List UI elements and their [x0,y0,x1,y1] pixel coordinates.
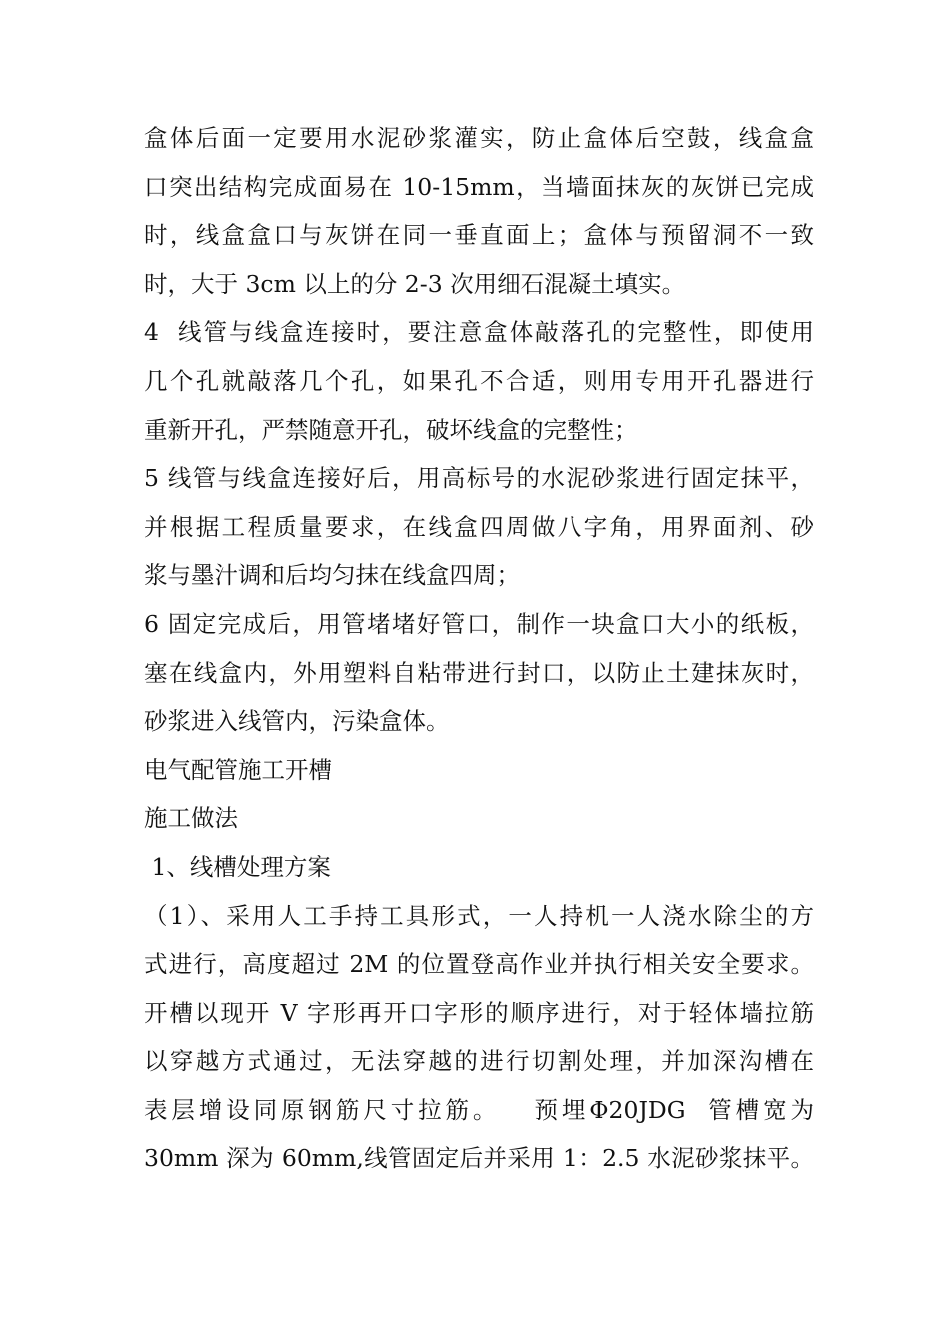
text-line: （1）、采用人工手持工具形式，一人持机一人浇水除尘的方 [144,901,814,930]
text-line: 表层增设同原钢筋尺寸拉筋。 预埋Φ20JDG 管槽宽为 [144,1095,814,1124]
list-item-5: 5 线管与线盒连接好后，用高标号的水泥砂浆进行固定抹平， [144,464,814,493]
text-line: 几个孔就敲落几个孔，如果孔不合适，则用专用开孔器进行 [144,366,814,395]
text-line: 以穿越方式通过，无法穿越的进行切割处理，并加深沟槽在 [144,1047,814,1076]
numbered-heading: 1、线槽处理方案 [144,852,331,881]
text-line: 30mm 深为 60mm,线管固定后并采用 1：2.5 水泥砂浆抹平。 [144,1144,814,1173]
text-line: 开槽以现开 V 字形再开口字形的顺序进行，对于轻体墙拉筋 [144,998,814,1027]
text-line: 口突出结构完成面易在 10-15mm，当墙面抹灰的灰饼已完成 [144,172,814,201]
text-line: 浆与墨汁调和后均匀抹在线盒四周； [144,561,520,590]
section-heading: 电气配管施工开槽 [144,755,332,784]
list-item-4: 4 线管与线盒连接时，要注意盒体敲落孔的完整性，即使用 [144,318,814,347]
document-body [144,114,814,1183]
text-line: 重新开孔，严禁随意开孔，破坏线盒的完整性； [144,415,638,444]
text-line: 时，大于 3cm 以上的分 2-3 次用细石混凝土填实。 [144,269,686,298]
subsection-heading: 施工做法 [144,804,238,833]
text-line: 砂浆进入线管内，污染盒体。 [144,707,450,736]
text-line: 塞在线盒内，外用塑料自粘带进行封口，以防止土建抹灰时， [144,658,814,687]
text-line: 式进行，高度超过 2M 的位置登高作业并执行相关安全要求。 [144,950,814,979]
text-line: 时，线盒盒口与灰饼在同一垂直面上；盒体与预留洞不一致 [144,221,814,250]
text-line: 盒体后面一定要用水泥砂浆灌实，防止盒体后空鼓，线盒盒 [144,124,814,152]
list-item-6: 6 固定完成后，用管堵堵好管口，制作一块盒口大小的纸板， [144,609,814,638]
text-line: 并根据工程质量要求，在线盒四周做八字角，用界面剂、砂 [144,512,814,541]
